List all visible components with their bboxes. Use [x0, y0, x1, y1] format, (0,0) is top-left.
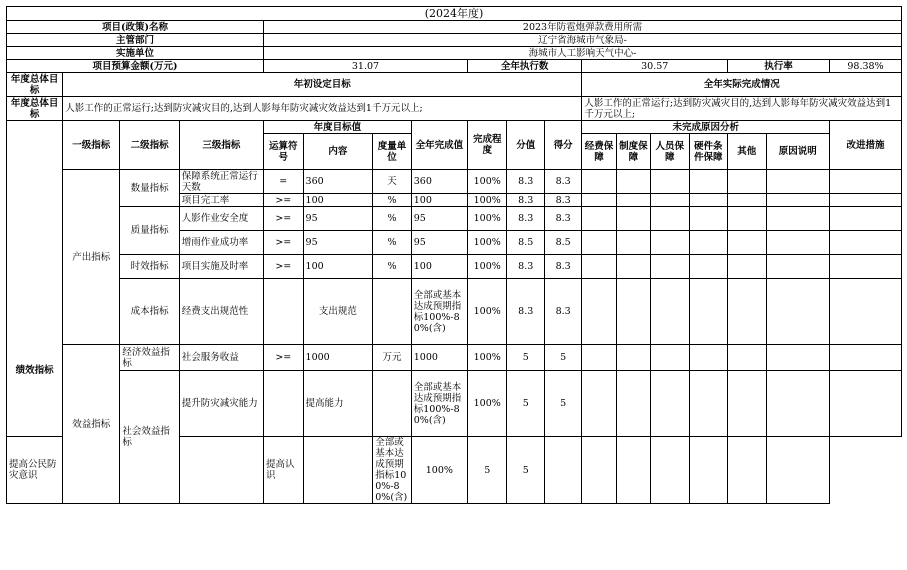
- reason-cell: [766, 207, 829, 231]
- hardware-cell: [689, 207, 728, 231]
- reason-cell: [766, 194, 829, 207]
- staff-cell: [651, 194, 690, 207]
- table-row: [7, 170, 902, 194]
- op-cell: =: [264, 170, 304, 194]
- staff-cell: [651, 279, 690, 345]
- other-cell: [728, 207, 767, 231]
- system-cell: [616, 207, 650, 231]
- op-cell: >=: [264, 231, 304, 255]
- system-cell: [616, 345, 650, 371]
- measures-cell: [830, 371, 902, 437]
- value-cell: 全部或基本达成预期指标100%-80%(含): [373, 437, 412, 504]
- weight-cell: 8.3: [507, 170, 544, 194]
- header-fund: 经费保障: [582, 134, 616, 170]
- content-cell: 100: [303, 255, 373, 279]
- staff-cell: [651, 255, 690, 279]
- system-cell: [582, 437, 616, 504]
- budget-value: 31.07: [264, 60, 468, 73]
- other-cell: [728, 194, 767, 207]
- project-name-value: 2023年防雹炮弹款费用所需: [264, 21, 902, 34]
- unit-cell: %: [373, 255, 412, 279]
- header-system: 制度保障: [616, 134, 650, 170]
- op-cell: >=: [264, 255, 304, 279]
- hardware-cell: [689, 231, 728, 255]
- op-cell: >=: [264, 207, 304, 231]
- l3-cell: 项目完工率: [179, 194, 263, 207]
- score-cell: 8.3: [544, 194, 581, 207]
- measures-cell: [830, 194, 902, 207]
- op-cell: [179, 437, 263, 504]
- dept-label: 主管部门: [7, 34, 264, 47]
- value-cell: 95: [411, 231, 467, 255]
- staff-cell: [651, 371, 690, 437]
- header-other: 其他: [728, 134, 767, 170]
- fund-cell: [582, 231, 616, 255]
- unit-cell: %: [373, 194, 412, 207]
- value-cell: 95: [411, 207, 467, 231]
- score-cell: 8.3: [544, 207, 581, 231]
- benefit-indicator-label: 效益指标: [63, 345, 120, 504]
- unit-cell: [373, 371, 412, 437]
- unit-row: [7, 47, 902, 60]
- other-cell: [689, 437, 728, 504]
- l3-cell: 增雨作业成功率: [179, 231, 263, 255]
- measures-cell: [830, 207, 902, 231]
- reason-cell: [766, 255, 829, 279]
- measures-cell: [766, 437, 829, 504]
- header-hardware: 硬件条件保障: [689, 134, 728, 170]
- completion-cell: 100%: [467, 255, 507, 279]
- annual-goal-label: 年度总体目标: [7, 73, 63, 97]
- l3-cell: 社会服务收益: [179, 345, 263, 371]
- completion-cell: 100%: [467, 279, 507, 345]
- table-row: [7, 345, 902, 371]
- budget-row: [7, 60, 902, 73]
- unit-value: 海城市人工影响天气中心-: [264, 47, 902, 60]
- dept-row: [7, 34, 902, 47]
- content-cell: 100: [303, 194, 373, 207]
- header-reason: 原因说明: [766, 134, 829, 170]
- fund-cell: [582, 345, 616, 371]
- completion-cell: 100%: [467, 194, 507, 207]
- unit-cell: [373, 279, 412, 345]
- completion-cell: 100%: [467, 371, 507, 437]
- l2-cost: 成本指标: [120, 279, 179, 345]
- op-cell: [264, 371, 304, 437]
- weight-cell: 8.3: [507, 207, 544, 231]
- system-cell: [616, 194, 650, 207]
- header-operator: 运算符号: [264, 134, 304, 170]
- fund-cell: [582, 207, 616, 231]
- score-cell: 5: [544, 345, 581, 371]
- header-level1: 一级指标: [63, 121, 120, 170]
- table-row: [7, 207, 902, 231]
- header-weight: 分值: [507, 121, 544, 170]
- header-staff: 人员保障: [651, 134, 690, 170]
- hardware-cell: [689, 279, 728, 345]
- project-name-row: [7, 21, 902, 34]
- op-cell: >=: [264, 194, 304, 207]
- l3-cell: 项目实施及时率: [179, 255, 263, 279]
- l2-social: 社会效益指标: [120, 371, 179, 504]
- budget-label: 项目预算金额(万元): [7, 60, 264, 73]
- l2-quality: 质量指标: [120, 207, 179, 255]
- staff-cell: [651, 207, 690, 231]
- actual-goal-text: 人影工作的正常运行;达到防灾减灾目的,达到人影每年防灾减灾效益达到1千万元以上;: [582, 97, 902, 121]
- staff-cell: [616, 437, 650, 504]
- header-level2: 二级指标: [120, 121, 179, 170]
- performance-table-wrapper: [6, 6, 902, 504]
- staff-cell: [651, 345, 690, 371]
- header-score: 得分: [544, 121, 581, 170]
- measures-cell: [830, 231, 902, 255]
- system-cell: [616, 255, 650, 279]
- table-row: [7, 279, 902, 345]
- l3-cell: 提高公民防灾意识: [7, 437, 63, 504]
- exec-rate-value: 98.38%: [830, 60, 902, 73]
- l2-quantity: 数量指标: [120, 170, 179, 207]
- l2-timeliness: 时效指标: [120, 255, 179, 279]
- hardware-cell: [689, 345, 728, 371]
- score-cell: 5: [544, 371, 581, 437]
- fund-cell: [582, 279, 616, 345]
- perf-indicator-label: 绩效指标: [7, 121, 63, 437]
- completion-cell: 100%: [467, 170, 507, 194]
- measures-cell: [830, 279, 902, 345]
- goals-header-row: [7, 73, 902, 97]
- hardware-cell: [689, 371, 728, 437]
- weight-cell: 8.5: [507, 231, 544, 255]
- reason-cell: [766, 345, 829, 371]
- l2-economic: 经济效益指标: [120, 345, 179, 371]
- reason-cell: [766, 170, 829, 194]
- header-level3: 三级指标: [179, 121, 263, 170]
- system-cell: [616, 279, 650, 345]
- measures-cell: [830, 170, 902, 194]
- other-cell: [728, 345, 767, 371]
- system-cell: [616, 371, 650, 437]
- hardware-cell: [689, 255, 728, 279]
- value-cell: 1000: [411, 345, 467, 371]
- exec-count-label: 全年执行数: [467, 60, 581, 73]
- measures-cell: [830, 255, 902, 279]
- l3-cell: 保障系统正常运行天数: [179, 170, 263, 194]
- system-cell: [616, 231, 650, 255]
- table-row: [7, 371, 902, 437]
- system-cell: [616, 170, 650, 194]
- weight-cell: 5: [507, 345, 544, 371]
- other-cell: [728, 231, 767, 255]
- content-cell: 360: [303, 170, 373, 194]
- content-cell: 提高认识: [264, 437, 304, 504]
- header-content: 内容: [303, 134, 373, 170]
- fund-cell: [582, 170, 616, 194]
- content-cell: 支出规范: [303, 279, 373, 345]
- output-indicator-label: 产出指标: [63, 170, 120, 345]
- weight-cell: 8.3: [507, 194, 544, 207]
- other-cell: [728, 279, 767, 345]
- header-measures: 改进措施: [830, 121, 902, 170]
- header-annual-target: 年度目标值: [264, 121, 412, 134]
- annual-goal-label-2: 年度总体目标: [7, 97, 63, 121]
- value-cell: 360: [411, 170, 467, 194]
- value-cell: 全部或基本达成预期指标100%-80%(含): [411, 279, 467, 345]
- weight-cell: 5: [507, 371, 544, 437]
- content-cell: 提高能力: [303, 371, 373, 437]
- score-cell: 8.3: [544, 170, 581, 194]
- fund-cell: [582, 255, 616, 279]
- score-cell: 8.5: [544, 231, 581, 255]
- measures-cell: [830, 345, 902, 371]
- exec-count-value: 30.57: [582, 60, 728, 73]
- completion-cell: 100%: [467, 207, 507, 231]
- table-title: (2024年度): [7, 7, 902, 21]
- value-cell: 100: [411, 255, 467, 279]
- header-unit: 度量单位: [373, 134, 412, 170]
- staff-cell: [651, 170, 690, 194]
- score-cell: 5: [507, 437, 544, 504]
- completion-cell: 100%: [411, 437, 467, 504]
- reason-cell: [728, 437, 767, 504]
- performance-evaluation-table: [6, 6, 902, 504]
- weight-cell: 8.3: [507, 255, 544, 279]
- score-cell: 8.3: [544, 255, 581, 279]
- reason-cell: [766, 371, 829, 437]
- weight-cell: 8.3: [507, 279, 544, 345]
- score-cell: 8.3: [544, 279, 581, 345]
- hardware-cell: [689, 170, 728, 194]
- exec-rate-label: 执行率: [728, 60, 830, 73]
- op-cell: [264, 279, 304, 345]
- table-row: [7, 255, 902, 279]
- l3-cell: 经费支出规范性: [179, 279, 263, 345]
- actual-goal-header: 全年实际完成情况: [582, 73, 902, 97]
- initial-goal-text: 人影工作的正常运行;达到防灾减灾目的,达到人影每年防灾减灾效益达到1千万元以上;: [63, 97, 582, 121]
- header-reason-group: 未完成原因分析: [582, 121, 830, 134]
- hardware-cell: [651, 437, 690, 504]
- goals-text-row: [7, 97, 902, 121]
- l3-cell: 提升防灾减灾能力: [179, 371, 263, 437]
- content-cell: 1000: [303, 345, 373, 371]
- fund-cell: [544, 437, 581, 504]
- weight-cell: 5: [467, 437, 507, 504]
- value-cell: 100: [411, 194, 467, 207]
- reason-cell: [766, 231, 829, 255]
- completion-cell: 100%: [467, 231, 507, 255]
- content-cell: 95: [303, 207, 373, 231]
- title-row: [7, 7, 902, 21]
- staff-cell: [651, 231, 690, 255]
- hardware-cell: [689, 194, 728, 207]
- dept-value: 辽宁省海城市气象局-: [264, 34, 902, 47]
- header-completion: 完成程度: [467, 121, 507, 170]
- unit-cell: 万元: [373, 345, 412, 371]
- value-cell: 全部或基本达成预期指标100%-80%(含): [411, 371, 467, 437]
- fund-cell: [582, 194, 616, 207]
- unit-cell: [303, 437, 373, 504]
- content-cell: 95: [303, 231, 373, 255]
- completion-cell: 100%: [467, 345, 507, 371]
- fund-cell: [582, 371, 616, 437]
- header-year-value: 全年完成值: [411, 121, 467, 170]
- other-cell: [728, 371, 767, 437]
- unit-label: 实施单位: [7, 47, 264, 60]
- initial-goal-header: 年初设定目标: [63, 73, 582, 97]
- reason-cell: [766, 279, 829, 345]
- other-cell: [728, 170, 767, 194]
- project-name-label: 项目(政策)名称: [7, 21, 264, 34]
- unit-cell: 天: [373, 170, 412, 194]
- op-cell: >=: [264, 345, 304, 371]
- l3-cell: 人影作业安全度: [179, 207, 263, 231]
- other-cell: [728, 255, 767, 279]
- header-row-1: [7, 121, 902, 134]
- unit-cell: %: [373, 231, 412, 255]
- unit-cell: %: [373, 207, 412, 231]
